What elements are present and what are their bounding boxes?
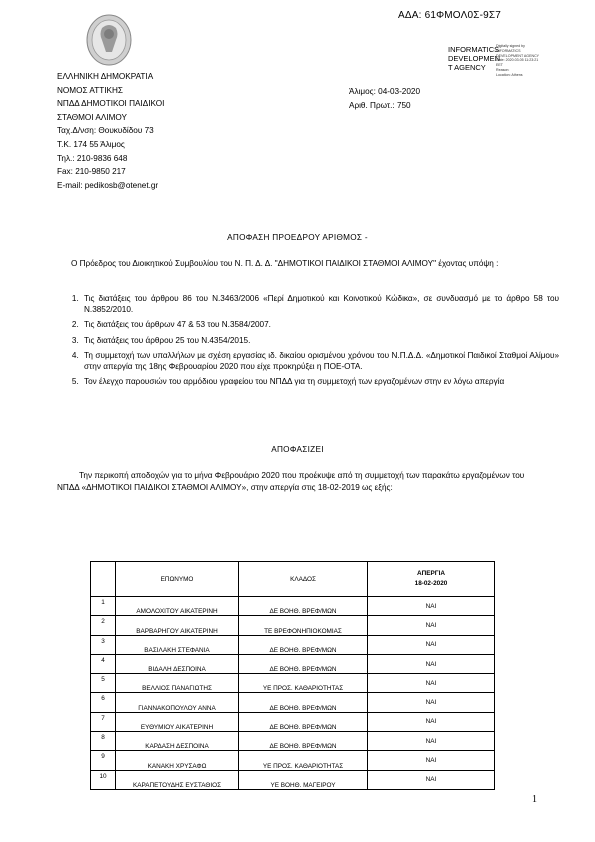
protocol-number: Αριθ. Πρωτ.: 750 [349, 100, 411, 110]
employee-branch: ΔΕ ΒΟΗΘ. ΒΡΕΦ/ΜΩΝ [239, 597, 368, 616]
digital-signature-details [496, 44, 548, 78]
row-number: 1 [91, 597, 116, 616]
header-name: ΕΠΩΝΥΜΟ [116, 562, 239, 597]
header-line: Ταχ.Δ/νση: Θουκυδίδου 73 [57, 126, 154, 136]
row-number: 7 [91, 712, 116, 731]
header-line: Fax: 210-9850 217 [57, 167, 126, 177]
page-number: 1 [532, 794, 537, 805]
employee-name: ΑΜΟΛΟΧΙΤΟΥ ΑΙΚΑΤΕΡΙΝΗ [116, 597, 239, 616]
header-line: ΝΠΔΔ ΔΗΜΟΤΙΚΟΙ ΠΑΙΔΙΚΟΙ [57, 99, 165, 109]
employee-name: ΒΙΔΑΛΗ ΔΕΣΠΟΙΝΑ [116, 654, 239, 673]
employee-branch: ΔΕ ΒΟΗΘ. ΒΡΕΦ/ΜΩΝ [239, 693, 368, 712]
strike-status: ΝΑΙ [368, 712, 495, 731]
strike-status: ΝΑΙ [368, 674, 495, 693]
table-header-row [91, 562, 495, 597]
table-row [91, 712, 495, 731]
signature-line: Date: 2020.03.05 11:23:21 [496, 58, 539, 63]
header-line: Τηλ.: 210-9836 648 [57, 153, 128, 163]
signature-line: Digitally signed by [496, 44, 525, 48]
strike-status: ΝΑΙ [368, 635, 495, 654]
table-row [91, 693, 495, 712]
employees-table [90, 561, 495, 790]
employee-name: ΚΑΡΑΠΕΤΟΥΔΗΣ ΕΥΣΤΑΘΙΟΣ [116, 770, 239, 789]
signature-line: EET [496, 63, 503, 68]
strike-status: ΝΑΙ [368, 597, 495, 616]
employee-branch: ΤΕ ΒΡΕΦΟΝΗΠΙΟΚΟΜΙΑΣ [239, 616, 368, 635]
employee-name: ΚΑΝΑΚΗ ΧΡΥΣΑΦΩ [116, 751, 239, 770]
decision-paragraph: Την περικοπή αποδοχών για το μήνα Φεβρουάριο 2020 που προέκυψε από τη συμμετοχή των παρακάτω εργαζομένων του ΝΠΔΔ «ΔΗΜΟΤΙΚΟΙ ΠΑΙΔΙΚΟΙ ΣΤΑΘΜΟΙ ΑΛΙΜΟΥ», στην απεργία στις 18-02-2019 ως εξής: [57, 471, 525, 493]
table-row [91, 597, 495, 616]
intro-paragraph: Ο Πρόεδρος του Διοικητικού Συμβουλίου του Ν. Π. Δ. Δ. "ΔΗΜΟΤΙΚΟΙ ΠΑΙΔΙΚΟΙ ΣΤΑΘΜΟΙ ΑΛΙΜΟΥ" έχοντας υπόψη : [71, 259, 499, 268]
document-title: ΑΠΟΦΑΣΗ ΠΡΟΕΔΡΟΥ ΑΡΙΘΜΟΣ - [227, 233, 368, 242]
strike-status: ΝΑΙ [368, 654, 495, 673]
row-number: 5 [91, 674, 116, 693]
header-line: ΝΟΜΟΣ ΑΤΤΙΚΗΣ [57, 85, 123, 95]
table-row [91, 616, 495, 635]
table-row [91, 654, 495, 673]
consideration-item: 1. Τις διατάξεις του άρθρου 86 του Ν.3463/2006 «Περί Δημοτικού και Κοινοτικού Κώδικα», σε συνδυασμό με το άρθρο 58 του Ν.3852/2010. [81, 293, 559, 315]
row-number: 3 [91, 635, 116, 654]
signature-line: Location: Athens [496, 72, 523, 77]
decision-heading: ΑΠΟΦΑΣΙΖΕΙ [271, 445, 324, 454]
employee-branch: ΔΕ ΒΟΗΘ. ΒΡΕΦ/ΜΩΝ [239, 654, 368, 673]
table-row [91, 635, 495, 654]
row-number: 4 [91, 654, 116, 673]
place-date: Άλιμος: 04-03-2020 [349, 87, 421, 96]
greek-state-seal-icon [86, 14, 132, 66]
employee-branch: ΥΕ ΠΡΟΣ. ΚΑΘΑΡΙΟΤΗΤΑΣ [239, 674, 368, 693]
employee-name: ΒΕΛΛΙΟΣ ΠΑΝΑΓΙΩΤΗΣ [116, 674, 239, 693]
row-number: 6 [91, 693, 116, 712]
header-branch: ΚΛΑΔΟΣ [239, 562, 368, 597]
table-row [91, 770, 495, 789]
signature-line: Reason: [496, 67, 510, 72]
row-number: 10 [91, 770, 116, 789]
employee-name: ΒΑΣΙΛΑΚΗ ΣΤΕΦΑΝΙΑ [116, 635, 239, 654]
employee-name: ΓΙΑΝΝΑΚΟΠΟΥΛΟΥ ΑΝΝΑ [116, 693, 239, 712]
table-row [91, 732, 495, 751]
employee-name: ΚΑΡΔΑΣΗ ΔΕΣΠΟΙΝΑ [116, 732, 239, 751]
header-line: ΣΤΑΘΜΟΙ ΑΛΙΜΟΥ [57, 112, 127, 122]
table-row [91, 751, 495, 770]
employee-name: ΕΥΘΥΜΙΟΥ ΑΙΚΑΤΕΡΙΝΗ [116, 712, 239, 731]
employee-branch: ΔΕ ΒΟΗΘ. ΒΡΕΦ/ΜΩΝ [239, 712, 368, 731]
employee-branch: ΔΕ ΒΟΗΘ. ΒΡΕΦ/ΜΩΝ [239, 732, 368, 751]
row-number: 2 [91, 616, 116, 635]
employee-branch: ΔΕ ΒΟΗΘ. ΒΡΕΦ/ΜΩΝ [239, 635, 368, 654]
row-number: 8 [91, 732, 116, 751]
header-strike-label: ΑΠΕΡΓΙΑ [417, 570, 445, 577]
employee-branch: ΥΕ ΒΟΗΘ. ΜΑΓΕΙΡΟΥ [239, 770, 368, 789]
header-line: E-mail: pedikosb@otenet.gr [57, 180, 159, 190]
consideration-item: 2. Τις διατάξεις του άρθρων 47 & 53 του Ν.3584/2007. [81, 319, 559, 330]
strike-status: ΝΑΙ [368, 693, 495, 712]
table-row [91, 674, 495, 693]
strike-status: ΝΑΙ [368, 751, 495, 770]
header-line: ΕΛΛΗΝΙΚΗ ΔΗΜΟΚΡΑΤΙΑ [57, 72, 154, 81]
header-strike [368, 562, 495, 597]
date-block [349, 85, 420, 112]
ada-code: ΑΔΑ: 61ΦΜΟΛ0Σ-9Σ7 [398, 10, 502, 21]
header-line: Τ.Κ. 174 55 Άλιμος [57, 139, 125, 149]
row-number: 9 [91, 751, 116, 770]
strike-status: ΝΑΙ [368, 770, 495, 789]
strike-status: ΝΑΙ [368, 616, 495, 635]
sender-header [57, 70, 164, 192]
signature-line: DEVELOPMENT AGENCY [496, 53, 540, 58]
employee-name: ΒΑΡΒΑΡΗΓΟΥ ΑΙΚΑΤΕΡΙΝΗ [116, 616, 239, 635]
header-strike-date: 18-02-2020 [414, 580, 448, 587]
strike-status: ΝΑΙ [368, 732, 495, 751]
agency-name: INFORMATICS DEVELOPMEN T AGENCY [448, 45, 501, 72]
consideration-item: 4. Τη συμμετοχή των υπαλλήλων με σχέση εργασίας ιδ. δικαίου ορισμένου χρόνου του Ν.Π.Δ.Δ. «Δημοτικοί Παιδικοί Σταθμοί Αλίμου» στην απεργία της 18ης Φεβρουαρίου 2020 που είχε προκηρύξει η ΠΟΕ-ΟΤΑ. [81, 350, 559, 372]
considerations-list [57, 293, 559, 391]
signature-line: INFORMATICS [496, 48, 521, 53]
consideration-item: 3. Τις διατάξεις του άρθρου 25 του Ν.4354/2015. [81, 335, 559, 346]
consideration-item: 5. Τον έλεγχο παρουσιών του αρμόδιου γραφείου του ΝΠΔΔ για τη συμμετοχή των εργαζομένων στην εν λόγω απεργία [81, 376, 559, 387]
header-number [91, 562, 116, 597]
employee-branch: ΥΕ ΠΡΟΣ. ΚΑΘΑΡΙΟΤΗΤΑΣ [239, 751, 368, 770]
